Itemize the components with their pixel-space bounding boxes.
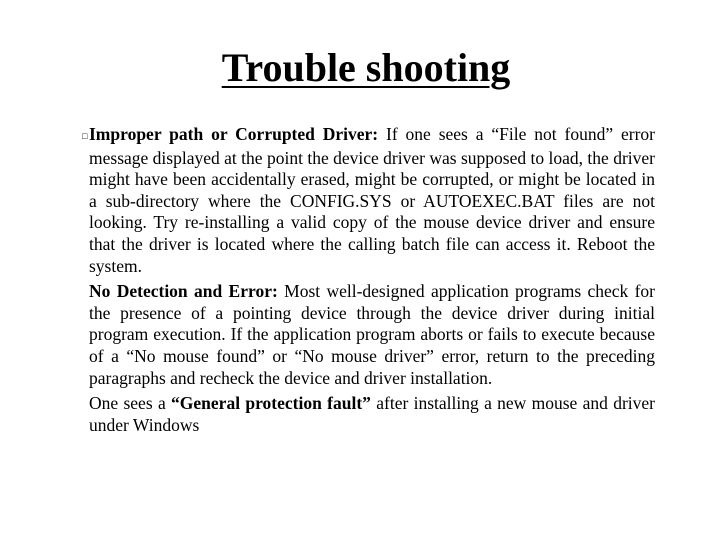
paragraph-text: after installing a new mouse and driver under Windows [89,393,656,435]
slide-body [82,124,656,440]
paragraph-text: If one sees a “File not found” error message displayed at the point the device driver was supposed to load, the driver might have been accidentally erased, might be corrupted, or might be located in a sub-directory where the CONFIG.SYS or AUTOEXEC.BAT files are not looking. Try re-installing a valid copy of the mouse device driver and ensure that the driver is located where the calling batch file can access it. Reboot the system. [89,124,655,276]
paragraph-general-protection [89,393,655,436]
paragraph-text: Most well-designed application programs check for the presence of a pointing device through the device driver during initial program execution. If the application program aborts or fails to execute because of a “No mouse found” or “No mouse driver” error, return to the preceding paragraphs and recheck the device and driver installation. [89,281,656,388]
paragraph-prefix: One sees a [89,393,172,414]
slide-title: Trouble shooting [221,45,511,90]
paragraph-heading: No Detection and Error: [89,281,278,302]
paragraph-improper-path: □Improper path or Corrupted Driver: If one sees a “File not found” error message displayed at the point the device driver was supposed to load, the driver might have been accidentally erased, might be corrupted, or might be located in a sub-directory where the CONFIG.SYS or AUTOEXEC.BAT files are not looking. Try re-installing a valid copy of the mouse device driver and ensure that the driver is located where the calling batch file can access it. Reboot the system. [82,124,655,276]
paragraph-no-detection [89,281,655,389]
paragraph-heading: Improper path or Corrupted Driver: [89,124,379,144]
paragraph-heading: “General protection fault” [171,393,371,414]
